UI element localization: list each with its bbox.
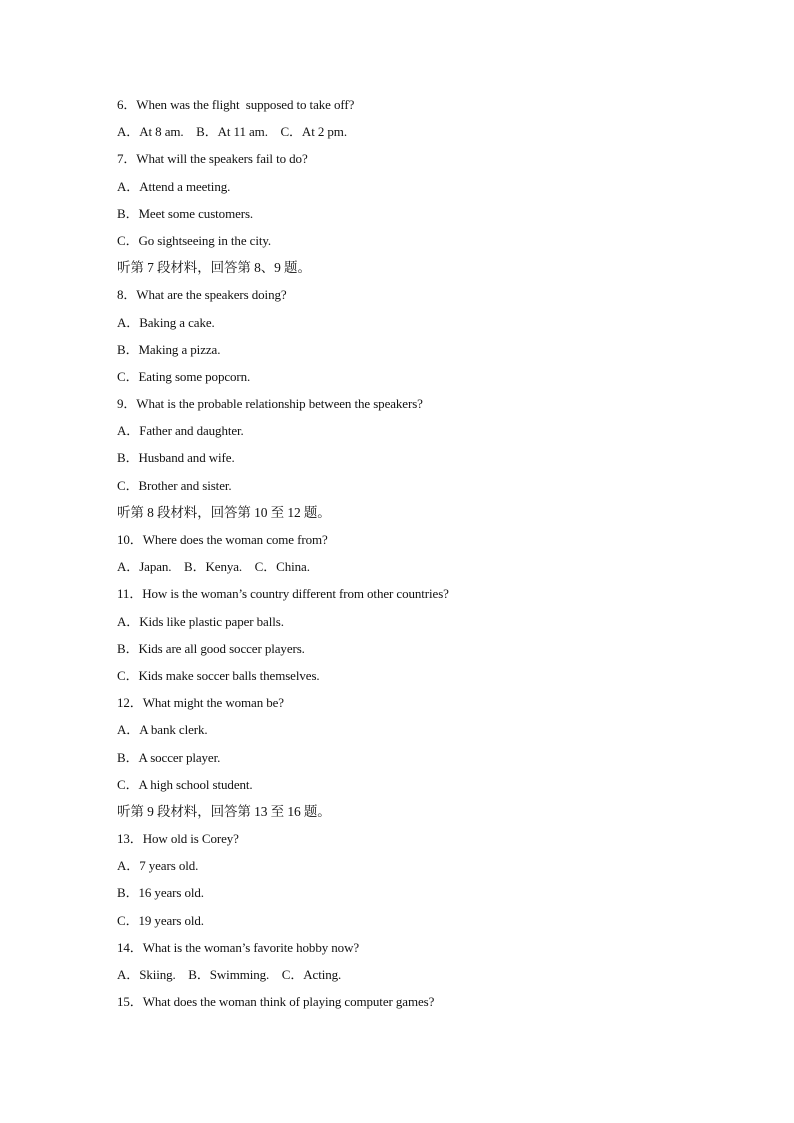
- option-13b: B．16 years old.: [117, 885, 204, 901]
- option-7c: C．Go sightseeing in the city.: [117, 232, 272, 248]
- option-9b: B．Husband and wife.: [117, 450, 235, 466]
- option-12a: A．A bank clerk.: [117, 722, 208, 738]
- option-11b: B．Kids are all good soccer players.: [117, 640, 305, 656]
- section-heading-9: 听第 9 段材料，回答第 13 至 16 题。: [117, 803, 331, 819]
- option-11a: A．Kids like plastic paper balls.: [117, 613, 284, 629]
- document-page: [117, 95, 717, 1019]
- question-10: 10．Where does the woman come from?: [117, 532, 328, 547]
- options-10: A．Japan. B．Kenya. C．China.: [117, 559, 310, 575]
- option-7a: A．Attend a meeting.: [117, 178, 231, 194]
- options-14: A．Skiing. B．Swimming. C．Acting.: [117, 967, 342, 982]
- question-12: 12．What might the woman be?: [117, 695, 284, 711]
- section-heading-7: 听第 7 段材料，回答第 8、9 题。: [117, 260, 311, 276]
- option-12b: B．A soccer player.: [117, 749, 221, 765]
- option-12c: C．A high school student.: [117, 776, 253, 792]
- option-8a: A．Baking a cake.: [117, 314, 215, 330]
- option-11c: C．Kids make soccer balls themselves.: [117, 667, 320, 683]
- question-6: 6．When was the flight supposed to take off?: [117, 97, 355, 112]
- question-13: 13．How old is Corey?: [117, 831, 239, 847]
- option-8b: B．Making a pizza.: [117, 341, 221, 357]
- option-9c: C．Brother and sister.: [117, 477, 232, 493]
- option-13c: C．19 years old.: [117, 912, 204, 928]
- section-heading-8: 听第 8 段材料，回答第 10 至 12 题。: [117, 504, 331, 520]
- option-9a: A．Father and daughter.: [117, 423, 244, 439]
- question-11: 11．How is the woman’s country different from other countries?: [117, 586, 449, 602]
- question-7: 7．What will the speakers fail to do?: [117, 151, 308, 167]
- question-9: 9．What is the probable relationship between the speakers?: [117, 396, 423, 412]
- option-13a: A．7 years old.: [117, 858, 199, 874]
- question-8: 8．What are the speakers doing?: [117, 287, 287, 303]
- question-15: 15．What does the woman think of playing computer games?: [117, 994, 435, 1010]
- option-7b: B．Meet some customers.: [117, 205, 254, 221]
- question-14: 14．What is the woman’s favorite hobby now?: [117, 939, 360, 955]
- options-6: A．At 8 am. B．At 11 am. C．At 2 pm.: [117, 124, 347, 140]
- option-8c: C．Eating some popcorn.: [117, 368, 251, 384]
